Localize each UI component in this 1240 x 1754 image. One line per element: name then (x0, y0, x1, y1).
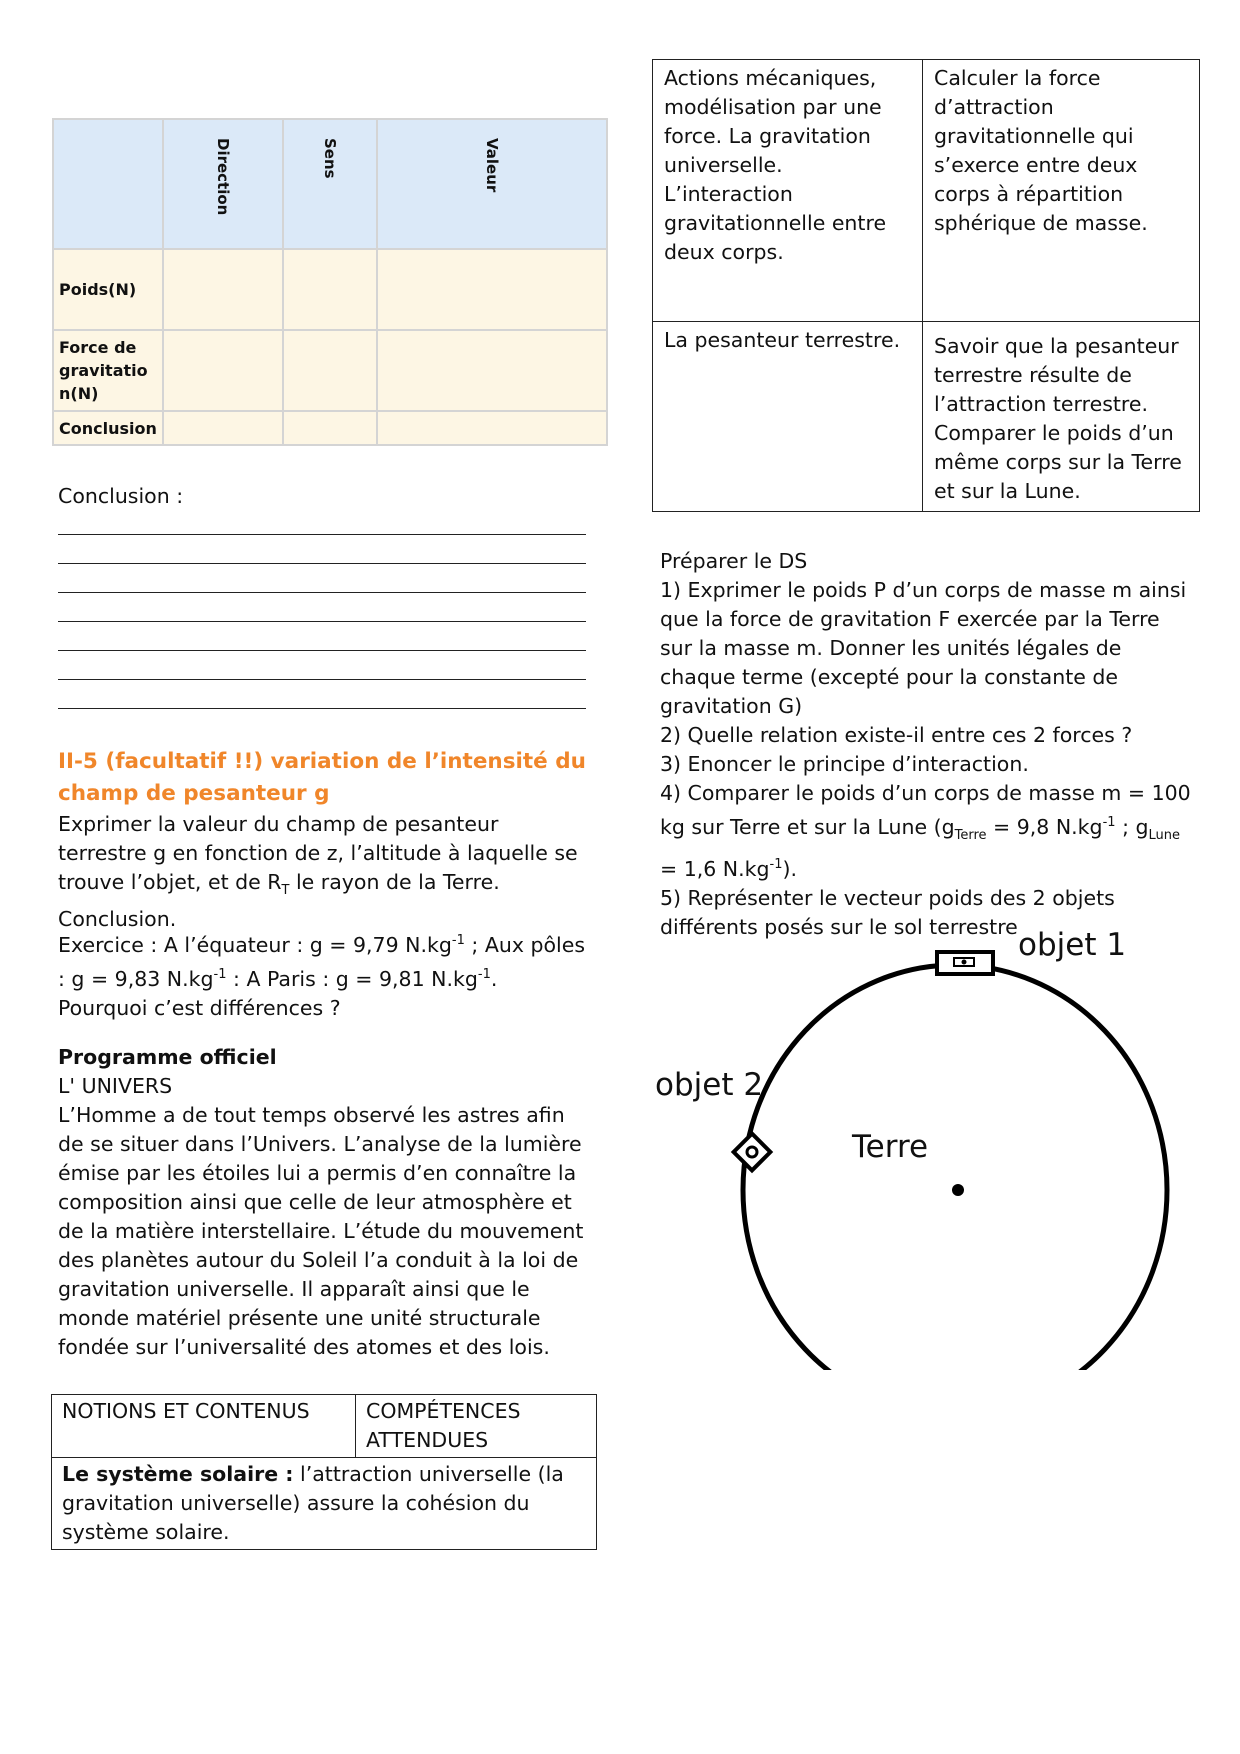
row-label-force: Force de gravitatio n(N) (53, 330, 163, 411)
header-sens (283, 119, 377, 249)
exercise-part: : A Paris : g = 9,81 N.kg (226, 966, 478, 991)
section-text-part: le rayon de la Terre. Conclusion. (58, 870, 500, 932)
section-instructions (58, 810, 593, 934)
prog-col-notions: NOTIONS ET CONTENUS (52, 1395, 356, 1458)
ds-q4-sup: -1 (769, 856, 783, 872)
cell-conclusion-direction[interactable] (163, 411, 283, 445)
exercise-sup: -1 (213, 966, 227, 982)
programme-text: L’Homme a de tout temps observé les astres afin de se situer dans l’Univers. L’analyse de la lumière émise par les étoiles lui a permis d’en connaître la composition ainsi que celle de leur atmosphère et de la matière interstellaire. L’étude du mouvement des planètes autour du Soleil l’a conduit à la loi de gravitation universelle. Il apparaît ainsi que le monde matériel présente une unité structurale fondée sur l’universalité des atomes et des lois. (58, 1103, 584, 1359)
answer-line[interactable] (58, 563, 586, 564)
earth-center-dot (952, 1184, 964, 1196)
header-direction (163, 119, 283, 249)
cell-force-direction[interactable] (163, 330, 283, 411)
header-direction-label: Direction (213, 138, 232, 216)
conclusion-label: Conclusion : (58, 484, 184, 508)
section-text-subscript: T (281, 883, 290, 899)
ds-q4-sub: Terre (954, 827, 987, 843)
prog-row-bold: Le système solaire : (62, 1462, 294, 1486)
ds-q3: 3) Enoncer le principe d’interaction. (660, 752, 1029, 776)
object-1-icon[interactable] (937, 952, 993, 974)
programme-subtitle: L' UNIVERS (58, 1074, 173, 1098)
label-terre: Terre (852, 1129, 929, 1165)
row-label-poids: Poids(N) (53, 249, 163, 330)
answer-line[interactable] (58, 534, 586, 535)
object-2-icon[interactable] (734, 1134, 771, 1171)
exercise-part: ; Aux pôles : g = 9,83 N.kg (58, 932, 586, 991)
ds-q4-sup: -1 (1102, 815, 1116, 830)
cell-conclusion-sens[interactable] (283, 411, 377, 445)
exercise-part: . Pourquoi c’est différences ? (58, 966, 498, 1020)
answer-line[interactable] (58, 650, 586, 651)
header-sens-label: Sens (320, 138, 339, 179)
comp-r2c2: Savoir que la pesanteur terrestre résulte de l’attraction terrestre. Comparer le poids d’un même corps sur la Terre et sur la Lune. (923, 322, 1200, 512)
answer-line[interactable] (58, 592, 586, 593)
cell-poids-valeur[interactable] (377, 249, 607, 330)
label-objet-2: objet 2 (655, 1067, 764, 1103)
cell-poids-direction[interactable] (163, 249, 283, 330)
ds-q5: 5) Représenter le vecteur poids des 2 objets différents posés sur le sol terrestre (660, 885, 1115, 939)
programme-title: Programme officiel (58, 1045, 277, 1069)
answer-line[interactable] (58, 679, 586, 680)
prog-row-text: l’attraction universelle (la gravitation universelle) assure la cohésion du système solaire. (62, 1462, 564, 1544)
section-text-part: Exprimer la valeur du champ de pesanteur terrestre g en fonction de z, l’altitude à laquelle se trouve l’objet, et de R (58, 812, 578, 894)
ds-q2: 2) Quelle relation existe-il entre ces 2 forces ? (660, 723, 1133, 747)
exercise-part: Exercice : A l’équateur : g = 9,79 N.kg (58, 932, 452, 957)
cell-conclusion-valeur[interactable] (377, 411, 607, 445)
ds-q4-part: 4) Comparer le poids d’un corps de masse m = 100 kg sur Terre et sur la Lune (g (660, 781, 1191, 839)
ds-block (660, 547, 1195, 942)
ds-q4-sub: Lune (1148, 827, 1180, 843)
answer-line[interactable] (58, 621, 586, 622)
ds-q4-part: = 1,6 N.kg (660, 856, 770, 881)
ds-q1: 1) Exprimer le poids P d’un corps de masse m ainsi que la force de gravitation F exercée par la Terre sur la masse m. Donner les unités légales de chaque terme (excepté pour la constante de gravitation G) (660, 578, 1187, 718)
cell-force-sens[interactable] (283, 330, 377, 411)
header-valeur (377, 119, 607, 249)
vector-table (52, 118, 608, 446)
header-valeur-label: Valeur (482, 138, 501, 193)
header-empty-cell (53, 119, 163, 249)
exercise-sup: -1 (477, 966, 491, 982)
ds-q4 (660, 779, 1195, 884)
cell-force-valeur[interactable] (377, 330, 607, 411)
label-objet-1: objet 1 (1018, 927, 1127, 963)
programme-table (51, 1394, 597, 1550)
ds-title: Préparer le DS (660, 549, 808, 573)
comp-r1c1: Actions mécaniques, modélisation par une force. La gravitation universelle. L’interaction gravitationnelle entre deux corps. (653, 60, 923, 322)
competences-table (652, 59, 1200, 512)
row-label-conclusion: Conclusion (53, 411, 163, 445)
cell-poids-sens[interactable] (283, 249, 377, 330)
section-title: II-5 (facultatif !!) variation de l’intensité du champ de pesanteur g (58, 749, 586, 806)
comp-r2c1: La pesanteur terrestre. (653, 322, 923, 512)
prog-col-competences: COMPÉTENCES ATTENDUES (356, 1395, 597, 1458)
prog-row-solar-system (52, 1458, 597, 1550)
earth-circle (743, 965, 1167, 1370)
ds-q4-part: = 9,8 N.kg (986, 814, 1103, 839)
ds-q4-part: ; g (1115, 814, 1149, 839)
earth-diagram (640, 920, 1240, 1370)
comp-r1c2: Calculer la force d’attraction gravitationnelle qui s’exerce entre deux corps à répartition sphérique de masse. (923, 60, 1200, 322)
answer-line[interactable] (58, 708, 586, 709)
exercise-sup: -1 (451, 933, 465, 948)
ds-q4-part: ). (782, 856, 798, 881)
exercise-text (58, 926, 593, 1023)
